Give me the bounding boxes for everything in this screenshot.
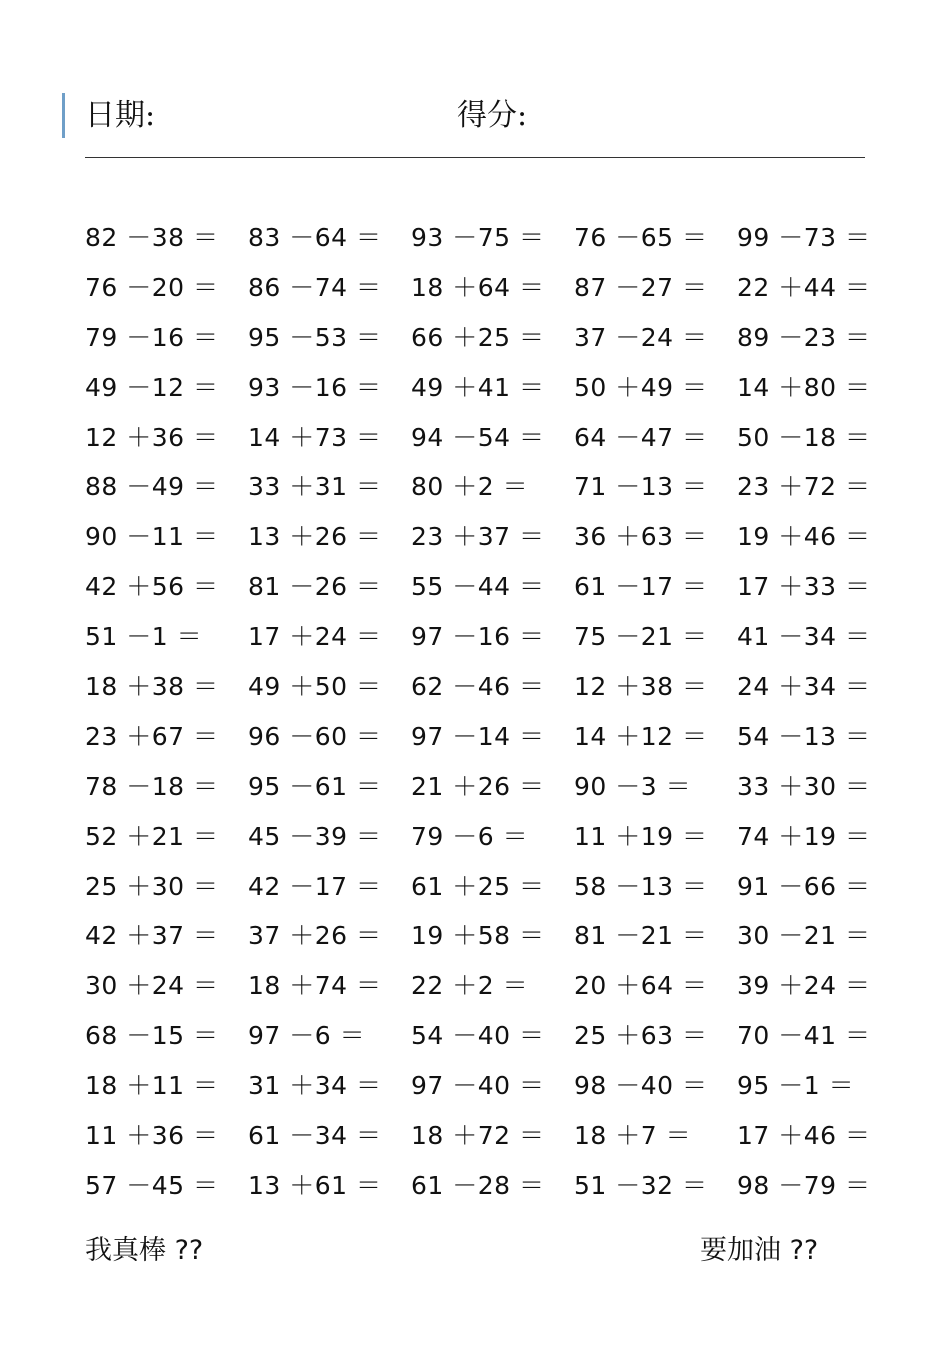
problem-row (85, 563, 885, 613)
arithmetic-problem: 97 －14 ＝ (411, 721, 545, 751)
arithmetic-problem: 86 －74 ＝ (248, 272, 382, 302)
arithmetic-problem: 66 ＋25 ＝ (411, 322, 545, 352)
arithmetic-problem: 49 ＋50 ＝ (248, 672, 382, 702)
problem-row (85, 314, 885, 364)
arithmetic-problem: 98 －40 ＝ (574, 1071, 708, 1101)
arithmetic-problem: 64 －47 ＝ (574, 422, 708, 452)
arithmetic-problem: 18 ＋64 ＝ (411, 272, 545, 302)
problem-row (85, 1112, 885, 1162)
date-label: 日期: (85, 98, 156, 133)
arithmetic-problem: 76 －65 ＝ (574, 223, 708, 252)
arithmetic-problem: 12 ＋36 ＝ (85, 422, 219, 452)
arithmetic-problem: 93 －16 ＝ (248, 372, 382, 402)
arithmetic-problem: 61 －17 ＝ (574, 572, 708, 602)
arithmetic-problem: 45 －39 ＝ (248, 821, 382, 851)
arithmetic-problem: 18 ＋72 ＝ (411, 1121, 545, 1151)
arithmetic-problem: 75 －21 ＝ (574, 622, 708, 652)
arithmetic-problem: 95 －53 ＝ (248, 322, 382, 352)
arithmetic-problem: 57 －45 ＝ (85, 1170, 219, 1200)
arithmetic-problem: 97 －16 ＝ (411, 622, 545, 652)
arithmetic-problem: 88 －49 ＝ (85, 472, 219, 502)
arithmetic-problem: 19 ＋58 ＝ (411, 921, 545, 951)
arithmetic-problem: 13 ＋26 ＝ (248, 522, 382, 552)
arithmetic-problem: 61 －28 ＝ (411, 1170, 545, 1200)
arithmetic-problem: 97 －40 ＝ (411, 1071, 545, 1101)
arithmetic-problem: 87 －27 ＝ (574, 272, 708, 302)
footer-praise-text: 我真棒 ?? (85, 1235, 204, 1266)
arithmetic-problem: 23 ＋72 ＝ (737, 472, 871, 502)
arithmetic-problem: 18 ＋11 ＝ (85, 1071, 219, 1101)
problem-row (85, 613, 885, 663)
problem-row (85, 813, 885, 863)
arithmetic-problem: 58 －13 ＝ (574, 871, 708, 901)
problem-row (85, 763, 885, 813)
arithmetic-problem: 36 ＋63 ＝ (574, 522, 708, 552)
arithmetic-problem: 80 ＋2 ＝ (411, 472, 529, 502)
arithmetic-problem: 33 ＋30 ＝ (737, 771, 871, 801)
arithmetic-problem: 12 ＋38 ＝ (574, 672, 708, 702)
arithmetic-problem: 41 －34 ＝ (737, 622, 871, 652)
problem-grid (85, 214, 885, 1212)
header-divider (85, 157, 865, 158)
problem-row (85, 1062, 885, 1112)
arithmetic-problem: 17 ＋46 ＝ (737, 1121, 871, 1151)
arithmetic-problem: 55 －44 ＝ (411, 572, 545, 602)
arithmetic-problem: 99 －73 ＝ (737, 223, 871, 252)
arithmetic-problem: 31 ＋34 ＝ (248, 1071, 382, 1101)
arithmetic-problem: 24 ＋34 ＝ (737, 672, 871, 702)
arithmetic-problem: 54 －13 ＝ (737, 721, 871, 751)
arithmetic-problem: 14 ＋80 ＝ (737, 372, 871, 402)
problem-row (85, 663, 885, 713)
arithmetic-problem: 54 －40 ＝ (411, 1021, 545, 1051)
arithmetic-problem: 97 －6 ＝ (248, 1021, 366, 1051)
arithmetic-problem: 95 －61 ＝ (248, 771, 382, 801)
arithmetic-problem: 18 ＋7 ＝ (574, 1121, 692, 1151)
arithmetic-problem: 61 －34 ＝ (248, 1121, 382, 1151)
arithmetic-problem: 11 ＋19 ＝ (574, 821, 708, 851)
arithmetic-problem: 50 ＋49 ＝ (574, 372, 708, 402)
arithmetic-problem: 39 ＋24 ＝ (737, 971, 871, 1001)
arithmetic-problem: 23 ＋67 ＝ (85, 721, 219, 751)
arithmetic-problem: 14 ＋12 ＝ (574, 721, 708, 751)
arithmetic-problem: 74 ＋19 ＝ (737, 821, 871, 851)
arithmetic-problem: 61 ＋25 ＝ (411, 871, 545, 901)
arithmetic-problem: 17 ＋24 ＝ (248, 622, 382, 652)
arithmetic-problem: 42 ＋56 ＝ (85, 572, 219, 602)
arithmetic-problem: 91 －66 ＝ (737, 871, 871, 901)
arithmetic-problem: 79 －16 ＝ (85, 322, 219, 352)
arithmetic-problem: 83 －64 ＝ (248, 223, 382, 252)
arithmetic-problem: 17 ＋33 ＝ (737, 572, 871, 602)
footer-encourage-text: 要加油 ?? (700, 1235, 819, 1266)
score-label: 得分: (457, 98, 528, 133)
arithmetic-problem: 25 ＋30 ＝ (85, 871, 219, 901)
arithmetic-problem: 42 －17 ＝ (248, 871, 382, 901)
arithmetic-problem: 49 ＋41 ＝ (411, 372, 545, 402)
problem-row (85, 863, 885, 913)
arithmetic-problem: 90 －3 ＝ (574, 771, 692, 801)
problem-row (85, 912, 885, 962)
problem-row (85, 713, 885, 763)
problem-row (85, 214, 885, 264)
arithmetic-problem: 51 －32 ＝ (574, 1170, 708, 1200)
arithmetic-problem: 22 ＋44 ＝ (737, 272, 871, 302)
arithmetic-problem: 25 ＋63 ＝ (574, 1021, 708, 1051)
arithmetic-problem: 20 ＋64 ＝ (574, 971, 708, 1001)
header-accent-bar (62, 93, 65, 138)
arithmetic-problem: 30 －21 ＝ (737, 921, 871, 951)
arithmetic-problem: 70 －41 ＝ (737, 1021, 871, 1051)
arithmetic-problem: 90 －11 ＝ (85, 522, 219, 552)
arithmetic-problem: 76 －20 ＝ (85, 272, 219, 302)
problem-row (85, 962, 885, 1012)
arithmetic-problem: 81 －26 ＝ (248, 572, 382, 602)
arithmetic-problem: 49 －12 ＝ (85, 372, 219, 402)
arithmetic-problem: 18 ＋74 ＝ (248, 971, 382, 1001)
arithmetic-problem: 95 －1 ＝ (737, 1071, 855, 1101)
arithmetic-problem: 71 －13 ＝ (574, 472, 708, 502)
arithmetic-problem: 19 ＋46 ＝ (737, 522, 871, 552)
problem-row (85, 1162, 885, 1212)
problem-row (85, 513, 885, 563)
arithmetic-problem: 14 ＋73 ＝ (248, 422, 382, 452)
arithmetic-problem: 33 ＋31 ＝ (248, 472, 382, 502)
problem-row (85, 463, 885, 513)
arithmetic-problem: 89 －23 ＝ (737, 322, 871, 352)
arithmetic-problem: 37 －24 ＝ (574, 322, 708, 352)
arithmetic-problem: 81 －21 ＝ (574, 921, 708, 951)
problem-row (85, 264, 885, 314)
arithmetic-problem: 52 ＋21 ＝ (85, 821, 219, 851)
arithmetic-problem: 98 －79 ＝ (737, 1170, 871, 1200)
arithmetic-problem: 51 －1 ＝ (85, 622, 203, 652)
arithmetic-problem: 82 －38 ＝ (85, 223, 219, 252)
arithmetic-problem: 23 ＋37 ＝ (411, 522, 545, 552)
arithmetic-problem: 93 －75 ＝ (411, 223, 545, 252)
arithmetic-problem: 42 ＋37 ＝ (85, 921, 219, 951)
arithmetic-problem: 94 －54 ＝ (411, 422, 545, 452)
arithmetic-problem: 30 ＋24 ＝ (85, 971, 219, 1001)
arithmetic-problem: 13 ＋61 ＝ (248, 1170, 382, 1200)
arithmetic-problem: 62 －46 ＝ (411, 672, 545, 702)
arithmetic-problem: 96 －60 ＝ (248, 721, 382, 751)
arithmetic-problem: 37 ＋26 ＝ (248, 921, 382, 951)
arithmetic-problem: 68 －15 ＝ (85, 1021, 219, 1051)
arithmetic-problem: 22 ＋2 ＝ (411, 971, 529, 1001)
problem-row (85, 414, 885, 464)
arithmetic-problem: 11 ＋36 ＝ (85, 1121, 219, 1151)
arithmetic-problem: 18 ＋38 ＝ (85, 672, 219, 702)
arithmetic-problem: 21 ＋26 ＝ (411, 771, 545, 801)
arithmetic-problem: 50 －18 ＝ (737, 422, 871, 452)
problem-row (85, 364, 885, 414)
arithmetic-problem: 79 －6 ＝ (411, 821, 529, 851)
arithmetic-problem: 78 －18 ＝ (85, 771, 219, 801)
problem-row (85, 1012, 885, 1062)
